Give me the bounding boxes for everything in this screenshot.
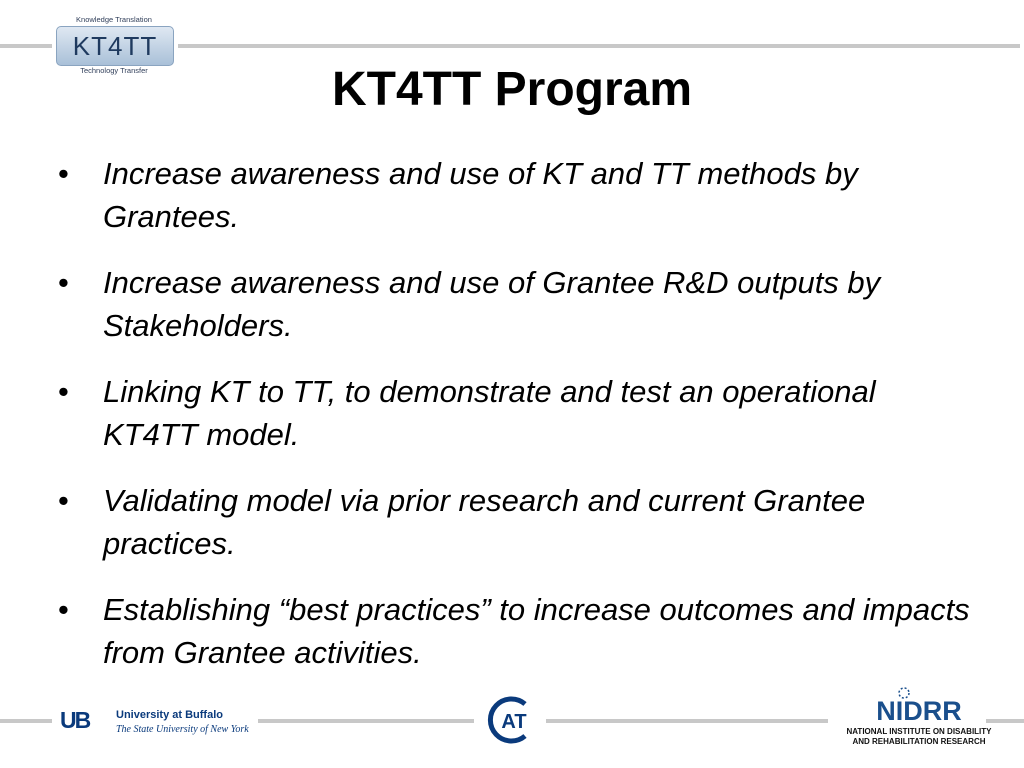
bullet-dot: • bbox=[58, 265, 69, 300]
ub-logo-subtitle: The State University of New York bbox=[116, 724, 249, 735]
bullet-text: Validating model via prior research and current Grantee practices. bbox=[103, 483, 866, 561]
kt4tt-logo-badge bbox=[56, 26, 174, 66]
cat-logo bbox=[484, 694, 540, 746]
bullet-item bbox=[56, 261, 976, 347]
bullet-dot: • bbox=[58, 374, 69, 409]
bullet-item bbox=[56, 370, 976, 456]
ub-logo-name: University at Buffalo bbox=[116, 709, 223, 721]
slide-title: KT4TT Program bbox=[331, 63, 693, 116]
kt4tt-logo-word: KT4TT bbox=[72, 31, 158, 61]
bullet-dot: • bbox=[58, 483, 69, 518]
footer-rule bbox=[546, 719, 828, 723]
bullet-text: Linking KT to TT, to demonstrate and test an operational KT4TT model. bbox=[103, 374, 876, 452]
kt4tt-logo-bottom-caption: Technology Transfer bbox=[80, 66, 148, 75]
bullet-item bbox=[56, 479, 976, 565]
bullet-dot: • bbox=[58, 592, 69, 627]
nidrr-logo-line1: NATIONAL INSTITUTE ON DISABILITY bbox=[846, 727, 992, 736]
header-rule-left bbox=[0, 44, 52, 48]
bullet-text: Establishing “best practices” to increase outcomes and impacts from Grantee activities. bbox=[103, 592, 970, 670]
bullet-list bbox=[56, 152, 976, 697]
bullet-item bbox=[56, 588, 976, 674]
footer-rule bbox=[258, 719, 474, 723]
bullet-item bbox=[56, 152, 976, 238]
nidrr-logo-subtitle bbox=[830, 727, 1008, 747]
bullet-text: Increase awareness and use of KT and TT methods by Grantees. bbox=[103, 156, 858, 234]
cat-logo-text: AT bbox=[501, 711, 527, 733]
header-rule-right bbox=[178, 44, 1020, 48]
nidrr-logo bbox=[830, 686, 1008, 756]
university-at-buffalo-logo bbox=[60, 705, 256, 741]
kt4tt-logo-top-caption: Knowledge Translation bbox=[76, 15, 152, 24]
nidrr-logo-line2: AND REHABILITATION RESEARCH bbox=[852, 737, 986, 746]
nidrr-logo-name: NIDRR bbox=[876, 696, 962, 726]
ub-logo-mark: UB bbox=[60, 707, 90, 733]
bullet-dot: • bbox=[58, 156, 69, 191]
bullet-text: Increase awareness and use of Grantee R&D outputs by Stakeholders. bbox=[103, 265, 881, 343]
footer-rule bbox=[0, 719, 52, 723]
